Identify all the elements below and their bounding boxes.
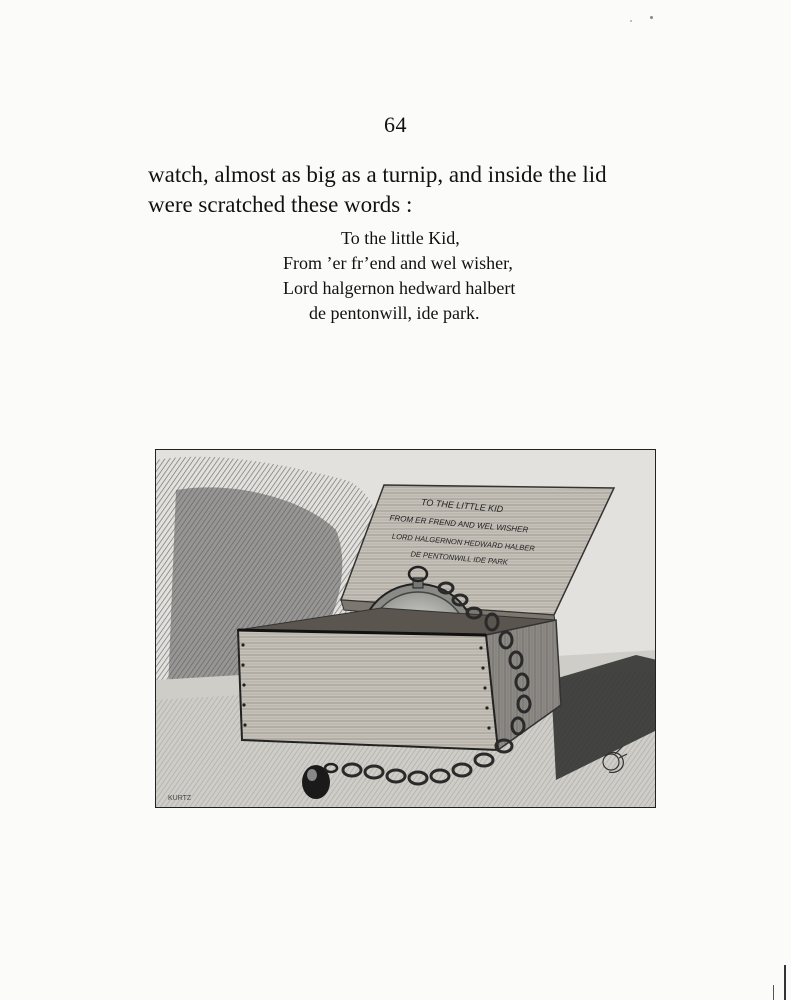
verse-line: To the little Kid, (341, 228, 460, 248)
box-front (238, 630, 498, 750)
verse-line: de pentonwill, ide park. (309, 303, 480, 323)
verse-line: From ’er fr’end and wel wisher, (283, 253, 513, 273)
scan-edge-mark (784, 965, 786, 1000)
watch-box-illustration (155, 449, 656, 808)
body-paragraph (148, 160, 678, 220)
lid-inscription-line: LORD HALGERNON HEDWARD HALBER (391, 531, 536, 554)
scan-speck (630, 20, 632, 22)
scan-edge-mark (773, 985, 774, 1000)
engraving (156, 450, 656, 808)
prose-line: watch, almost as big as a turnip, and inside the lid (148, 162, 607, 187)
scan-speck (650, 16, 653, 19)
lid-inscription-line: TO THE LITTLE KID (420, 497, 504, 515)
page-number: 64 (384, 112, 407, 137)
artist-signature: KURTZ (168, 795, 192, 802)
verse-line: Lord halgernon hedward halbert (283, 278, 516, 298)
lid-inscription-line: FROM ER FREND AND WEL WISHER (389, 513, 529, 535)
lid-inscription-line: DE PENTONWILL IDE PARK (410, 549, 509, 567)
prose-line: were scratched these words : (148, 192, 413, 217)
